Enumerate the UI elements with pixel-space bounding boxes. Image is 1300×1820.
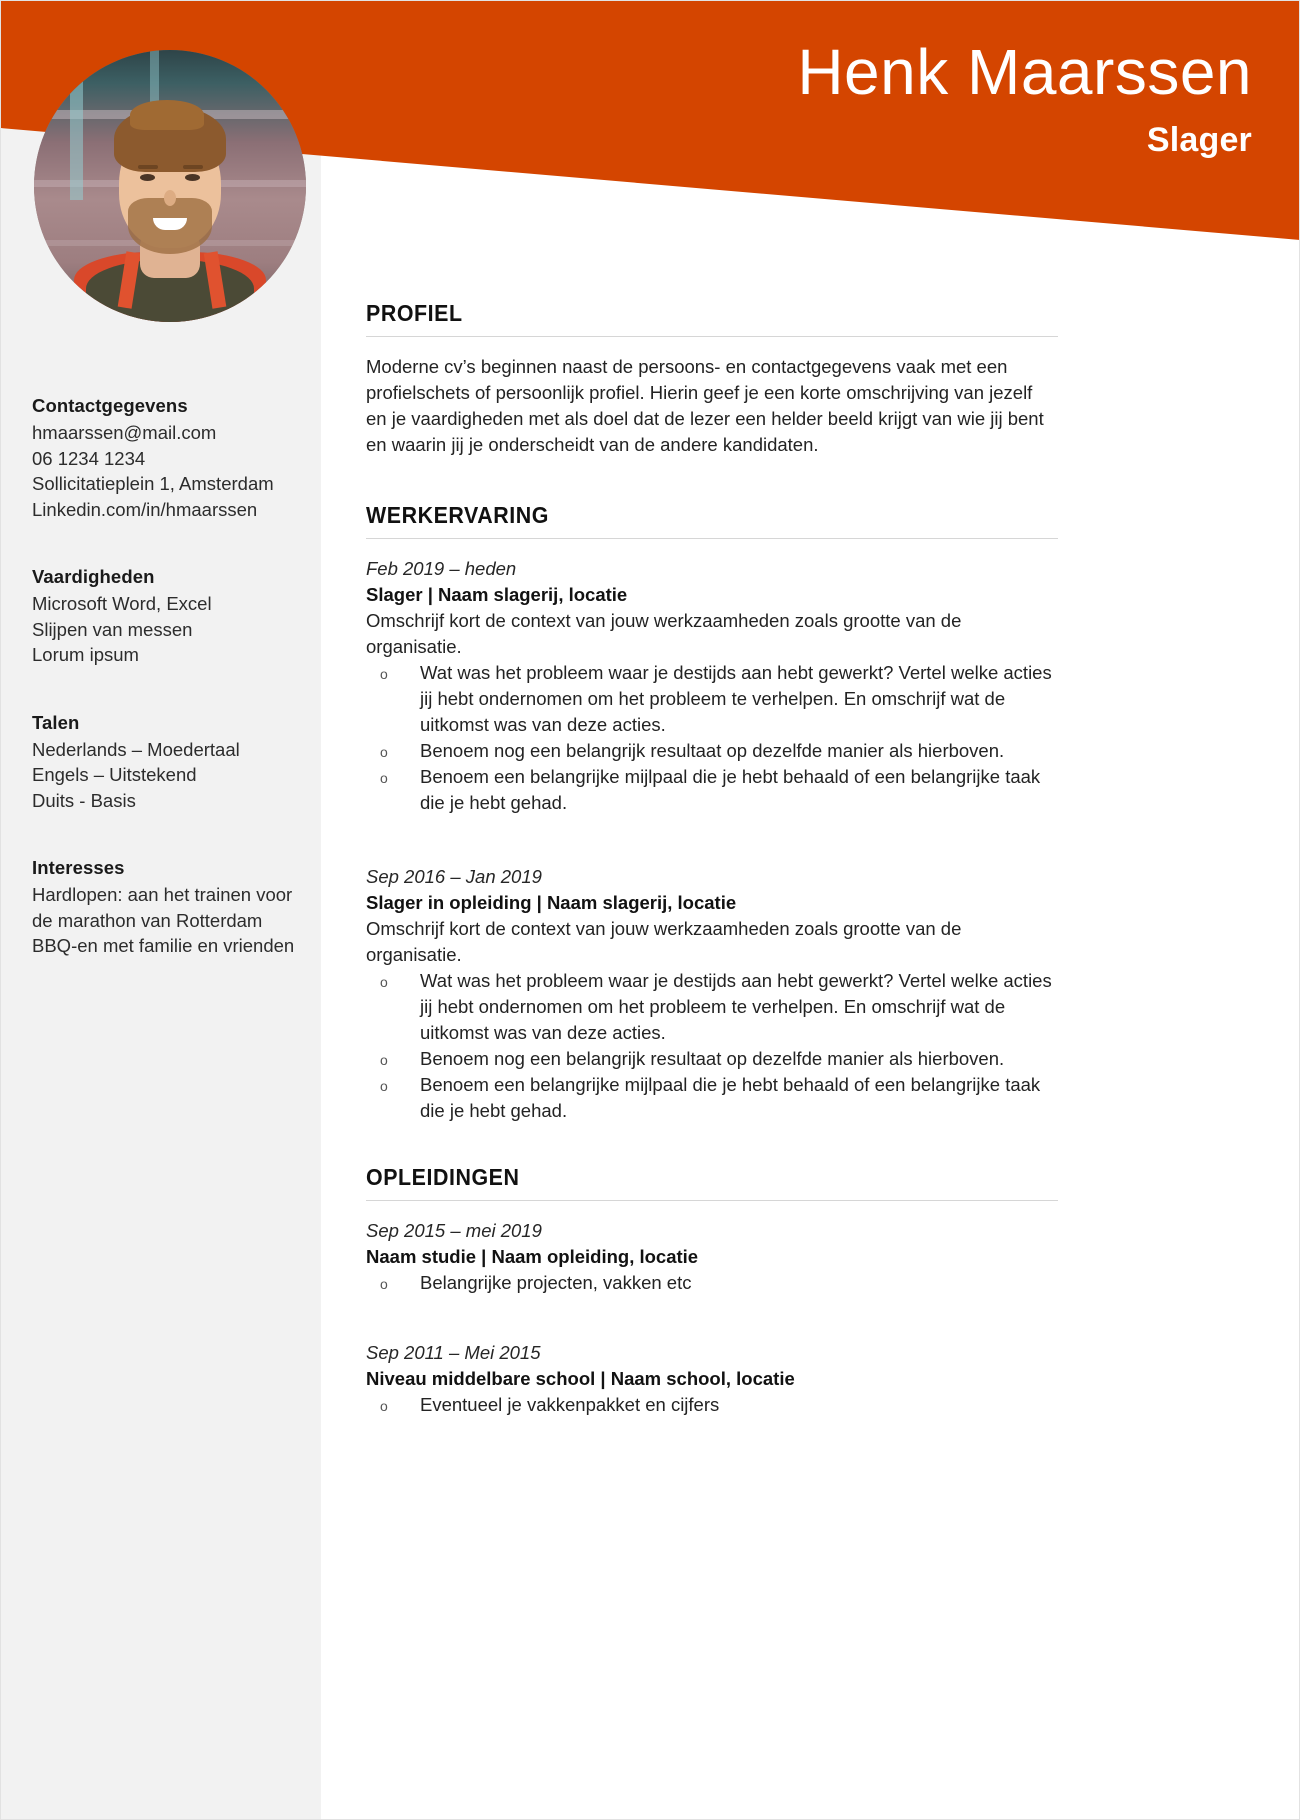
bullet-marker-icon: o <box>380 744 388 760</box>
entry-description: Omschrijf kort de context van jouw werkzaamheden zoals grootte van de organisatie. <box>366 610 962 657</box>
bullet-marker-icon: o <box>380 666 388 682</box>
avatar-hair-highlight <box>130 100 204 130</box>
languages-heading: Talen <box>32 711 80 733</box>
section-profile <box>366 300 1058 458</box>
bullet-marker-icon: o <box>380 1052 388 1068</box>
skill-item: Slijpen van messen <box>32 618 193 640</box>
page-title: Henk Maarssen <box>797 36 1252 108</box>
list-item-text: Belangrijke projecten, vakken etc <box>420 1272 692 1293</box>
avatar-nose <box>164 190 176 206</box>
list-item <box>366 1392 1058 1418</box>
entry-title: Slager in opleiding | Naam slagerij, locatie <box>366 892 737 913</box>
sidebar-section-contact <box>32 395 302 522</box>
list-item <box>366 1046 1058 1072</box>
entry-date: Sep 2016 – Jan 2019 <box>366 866 542 887</box>
bullet-marker-icon: o <box>380 1078 388 1094</box>
entry-date: Feb 2019 – heden <box>366 558 517 579</box>
interests-heading: Interesses <box>32 857 125 878</box>
education-divider <box>366 1200 1058 1201</box>
entry-title: Slager | Naam slagerij, locatie <box>366 584 628 605</box>
avatar-illustration <box>34 50 306 322</box>
sidebar-section-skills <box>32 566 302 668</box>
list-item-text: Wat was het probleem waar je destijds aan hebt gewerkt? Vertel welke acties jij hebt ondernomen om het probleem te verhelpen. En omschrijf wat de uitkomst was van deze acties. <box>420 970 1052 1043</box>
skill-item: Microsoft Word, Excel <box>32 593 212 614</box>
list-item <box>366 968 1058 1046</box>
education-heading: OPLEIDINGEN <box>366 1164 520 1190</box>
entry-title: Niveau middelbare school | Naam school, locatie <box>366 1368 795 1389</box>
section-experience <box>366 502 1058 1124</box>
contact-address: Sollicitatieplein 1, Amsterdam <box>32 473 274 494</box>
section-education <box>366 1164 1058 1418</box>
list-item-text: Benoem een belangrijke mijlpaal die je hebt behaald of een belangrijke taak die je hebt gehad. <box>420 766 1041 813</box>
entry-bullet-list <box>366 968 1058 1124</box>
entry-title: Naam studie | Naam opleiding, locatie <box>366 1246 699 1267</box>
entry-description: Omschrijf kort de context van jouw werkzaamheden zoals grootte van de organisatie. <box>366 918 962 965</box>
bullet-marker-icon: o <box>380 1276 388 1292</box>
entry-bullet-list <box>366 1392 1058 1418</box>
sidebar-content <box>32 395 302 1003</box>
profile-divider <box>366 336 1058 337</box>
list-item <box>366 764 1058 816</box>
list-item-text: Wat was het probleem waar je destijds aan hebt gewerkt? Vertel welke acties jij hebt ondernomen om het probleem te verhelpen. En omschrijf wat de uitkomst was van deze acties. <box>420 662 1052 735</box>
experience-entry <box>366 864 1058 1124</box>
profile-text: Moderne cv’s beginnen naast de persoons- en contactgegevens vaak met een profielschets of persoonlijk profiel. Hierin geef je een korte omschrijving van jezelf en je vaardigheden met als doel dat de lezer een helder beeld krijgt van wie jij bent en waarin jij je onderscheidt van de andere kandidaten. <box>366 356 1044 455</box>
bullet-marker-icon: o <box>380 1398 388 1414</box>
contact-heading: Contactgegevens <box>32 395 188 416</box>
list-item-text: Eventueel je vakkenpakket en cijfers <box>420 1394 720 1415</box>
sidebar-section-interests <box>32 857 302 959</box>
avatar-eyebrow-left <box>138 165 158 169</box>
avatar-eye-left <box>140 174 155 181</box>
list-item-text: Benoem nog een belangrijk resultaat op dezelfde manier als hierboven. <box>420 740 1005 761</box>
avatar-eye-right <box>185 174 200 181</box>
list-item <box>366 1072 1058 1124</box>
experience-divider <box>366 538 1058 539</box>
list-item <box>366 660 1058 738</box>
list-item <box>366 1270 1058 1296</box>
avatar <box>34 50 306 322</box>
contact-email: hmaarssen@mail.com <box>32 422 217 443</box>
sidebar-section-languages <box>32 712 302 814</box>
skills-heading: Vaardigheden <box>32 566 155 587</box>
main-content <box>366 300 1058 1424</box>
avatar-eyebrow-right <box>183 165 203 169</box>
language-item: Engels – Uitstekend <box>32 764 197 785</box>
bullet-marker-icon: o <box>380 770 388 786</box>
list-item-text: Benoem nog een belangrijk resultaat op dezelfde manier als hierboven. <box>420 1048 1005 1069</box>
spacer <box>366 816 1058 864</box>
language-item: Duits - Basis <box>32 789 136 811</box>
spacer <box>366 1296 1058 1340</box>
list-item-text: Benoem een belangrijke mijlpaal die je hebt behaald of een belangrijke taak die je hebt gehad. <box>420 1074 1041 1121</box>
list-item <box>366 738 1058 764</box>
entry-bullet-list <box>366 660 1058 816</box>
experience-entry <box>366 556 1058 816</box>
interest-item: Hardlopen: aan het trainen voor de marathon van Rotterdam <box>32 884 293 931</box>
education-entry <box>366 1340 1058 1418</box>
contact-phone: 06 1234 1234 <box>32 447 146 469</box>
skill-item: Lorum ipsum <box>32 644 139 665</box>
spacer <box>366 464 1058 502</box>
education-entry <box>366 1218 1058 1296</box>
avatar-post-left <box>70 50 83 200</box>
spacer <box>366 1130 1058 1164</box>
job-role-subtitle: Slager <box>1146 121 1252 159</box>
interest-item: BBQ-en met familie en vrienden <box>32 935 295 956</box>
entry-date: Sep 2015 – mei 2019 <box>366 1220 542 1241</box>
experience-heading: WERKERVARING <box>366 502 549 528</box>
entry-date: Sep 2011 – Mei 2015 <box>366 1342 541 1363</box>
contact-linkedin: Linkedin.com/in/hmaarssen <box>32 498 258 520</box>
entry-bullet-list <box>366 1270 1058 1296</box>
language-item: Nederlands – Moedertaal <box>32 738 240 760</box>
profile-heading: PROFIEL <box>366 300 463 326</box>
bullet-marker-icon: o <box>380 974 388 990</box>
header-identity <box>797 34 1252 162</box>
